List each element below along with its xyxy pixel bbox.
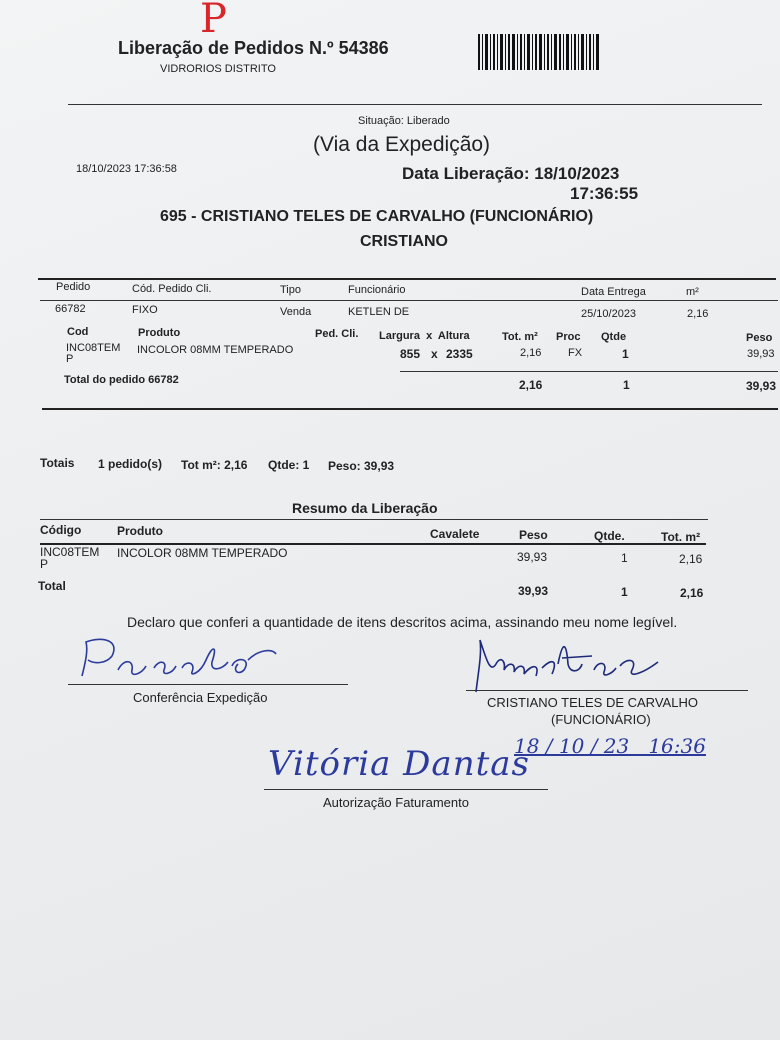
autorizacao-date-handwriting: 18 / 10 / 23 16:36 bbox=[514, 734, 706, 758]
via-title: (Via da Expedição) bbox=[313, 133, 491, 156]
autorizacao-line bbox=[264, 789, 548, 790]
order-pedido: 66782 bbox=[55, 303, 86, 315]
item-qtde: 1 bbox=[622, 347, 629, 361]
summary-qtde: 1 bbox=[621, 551, 628, 565]
document-title: Liberação de Pedidos N.º 54386 bbox=[118, 38, 389, 58]
order-funcionario: KETLEN DE bbox=[348, 306, 410, 318]
order-header-divider bbox=[40, 300, 778, 301]
release-time: 17:36:55 bbox=[570, 184, 639, 203]
summary-col-cavalete: Cavalete bbox=[430, 527, 480, 541]
totals-peso: Peso: 39,93 bbox=[328, 459, 395, 473]
order-total-peso: 39,93 bbox=[746, 379, 777, 393]
item-peso: 39,93 bbox=[747, 348, 775, 360]
summary-col-qtde: Qtde. bbox=[594, 529, 625, 543]
release-date: Data Liberação: 18/10/2023 bbox=[402, 164, 620, 183]
summary-col-codigo: Código bbox=[40, 523, 82, 537]
conferencia-line bbox=[68, 684, 348, 685]
col-data-entrega: Data Entrega bbox=[581, 286, 646, 298]
summary-peso: 39,93 bbox=[517, 550, 548, 564]
subtotal-divider bbox=[400, 371, 778, 372]
col-funcionario: Funcionário bbox=[348, 284, 406, 296]
conferencia-label: Conferência Expedição bbox=[133, 690, 268, 705]
totals-tot-m2: Tot m²: 2,16 bbox=[181, 458, 248, 472]
header-divider bbox=[68, 104, 762, 105]
summary-codigo-line2: P bbox=[40, 557, 49, 571]
col-produto: Produto bbox=[138, 327, 181, 339]
item-produto: INCOLOR 08MM TEMPERADO bbox=[137, 344, 294, 356]
summary-total-peso: 39,93 bbox=[518, 584, 549, 598]
cliente-signature bbox=[462, 634, 662, 696]
cliente-line bbox=[466, 690, 748, 691]
order-total-label: Total do pedido 66782 bbox=[64, 374, 179, 386]
summary-total-tot-m2: 2,16 bbox=[680, 586, 704, 600]
summary-produto: INCOLOR 08MM TEMPERADO bbox=[117, 546, 288, 560]
declaration-text: Declaro que conferi a quantidade de itens descritos acima, assinando meu nome legível. bbox=[127, 614, 678, 630]
summary-total-label: Total bbox=[38, 579, 66, 593]
print-timestamp: 18/10/2023 17:36:58 bbox=[76, 163, 177, 175]
summary-tot-m2: 2,16 bbox=[679, 552, 703, 566]
cliente-label-line1: CRISTIANO TELES DE CARVALHO bbox=[487, 695, 698, 710]
autorizacao-handwriting: Vitória Dantas bbox=[268, 744, 530, 784]
item-proc: FX bbox=[568, 347, 583, 359]
col-largura-altura: Largura x Altura bbox=[379, 330, 470, 342]
summary-top-divider bbox=[40, 519, 708, 520]
item-altura: 2335 bbox=[446, 347, 473, 361]
summary-codigo-line1: INC08TEM bbox=[40, 545, 100, 559]
item-tot-m2: 2,16 bbox=[520, 347, 542, 359]
summary-col-peso: Peso bbox=[519, 528, 548, 542]
totals-label: Totais bbox=[40, 456, 75, 470]
col-ped-cli: Ped. Cli. bbox=[315, 328, 359, 340]
summary-total-qtde: 1 bbox=[621, 585, 628, 599]
item-largura: 855 bbox=[400, 347, 421, 361]
autorizacao-label: Autorização Faturamento bbox=[323, 795, 469, 810]
order-top-divider bbox=[38, 278, 776, 280]
col-cod: Cod bbox=[67, 326, 89, 338]
summary-col-tot-m2: Tot. m² bbox=[661, 530, 701, 544]
col-cod-pedido-cli: Cód. Pedido Cli. bbox=[132, 283, 212, 295]
cliente-label-line2: (FUNCIONÁRIO) bbox=[551, 712, 651, 727]
item-cod-line2: P bbox=[66, 353, 74, 365]
col-m2: m² bbox=[686, 286, 699, 298]
item-x: x bbox=[431, 347, 438, 361]
handwritten-p-mark: P bbox=[200, 0, 227, 42]
barcode bbox=[478, 34, 602, 70]
col-tipo: Tipo bbox=[280, 284, 301, 296]
order-total-qtde: 1 bbox=[623, 378, 630, 392]
order-m2: 2,16 bbox=[687, 308, 709, 320]
client-nickname: CRISTIANO bbox=[360, 233, 448, 250]
status-text: Situação: Liberado bbox=[358, 115, 450, 127]
summary-title: Resumo da Liberação bbox=[292, 500, 438, 516]
client-name: 695 - CRISTIANO TELES DE CARVALHO (FUNCIONÁRIO) bbox=[160, 208, 594, 225]
col-peso: Peso bbox=[746, 332, 773, 344]
order-tipo: Venda bbox=[280, 306, 312, 318]
order-total-tot-m2: 2,16 bbox=[519, 378, 543, 392]
col-tot-m2: Tot. m² bbox=[502, 331, 538, 343]
company-name: VIDRORIOS DISTRITO bbox=[160, 63, 276, 75]
summary-header-divider bbox=[40, 543, 706, 545]
summary-col-produto: Produto bbox=[117, 524, 163, 538]
order-data-entrega: 25/10/2023 bbox=[581, 308, 637, 320]
order-cod-pedido-cli: FIXO bbox=[132, 304, 158, 316]
totals-qtde: Qtde: 1 bbox=[268, 458, 310, 472]
order-bottom-divider bbox=[42, 408, 778, 410]
item-cod-line1: INC08TEM bbox=[66, 342, 121, 354]
col-pedido: Pedido bbox=[56, 281, 91, 293]
conferencia-signature bbox=[72, 630, 282, 686]
col-qtde: Qtde bbox=[601, 331, 627, 343]
col-proc: Proc bbox=[556, 331, 581, 343]
totals-pedidos: 1 pedido(s) bbox=[98, 457, 163, 471]
